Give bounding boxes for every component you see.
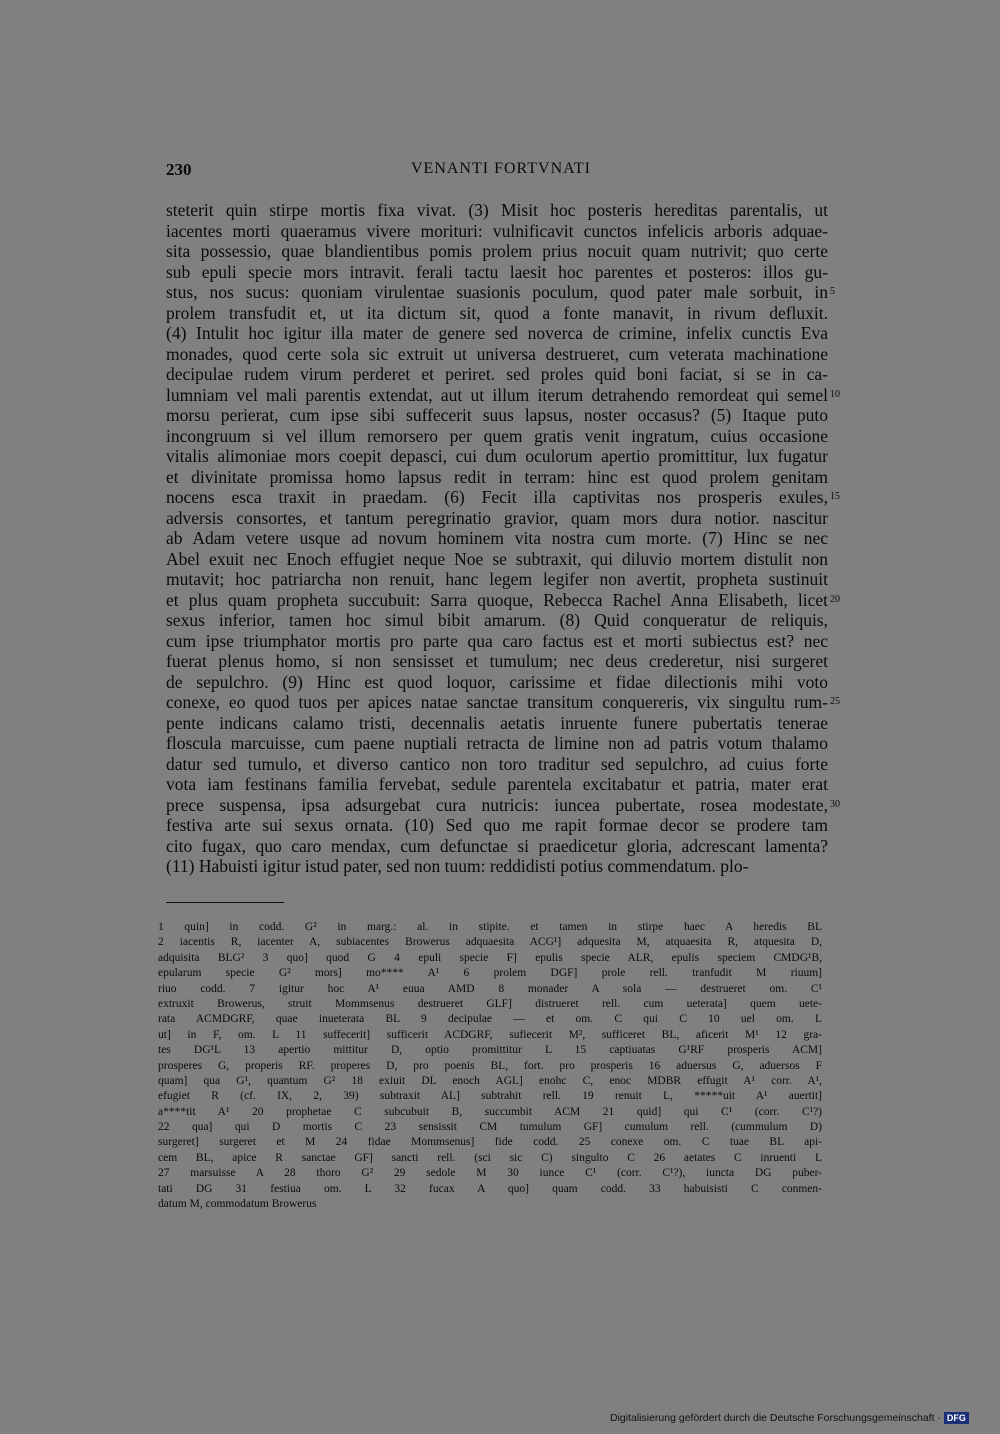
- footnote-line: cem BL, apice R sanctae GF] sancti rell. (sci sic C) singulto C 26 aetates C inruenti L: [158, 1151, 822, 1164]
- footnote-line: adquisita BLG² 3 quo] quod G 4 epuli specie F] epulis specie ALR, epulis speciem CMDG¹B,: [158, 951, 822, 964]
- line-number: 15: [830, 491, 840, 502]
- text-line: cito fugax, quo caro mendax, cum defunctae si praedicetur gloria, adcrescant lamenta?: [166, 835, 828, 856]
- text-line: vitalis alimoniae mors coepit depasci, cui dum oculorum apertio promittitur, lux fugatur: [166, 446, 828, 466]
- text-line: (11) Habuisti igitur istud pater, sed non tuum: reddidisti potius commendatum. plo-: [166, 856, 749, 876]
- text-line: et plus quam propheta succubuit: Sarra quoque, Rebecca Rachel Anna Elisabeth, licet: [166, 589, 828, 610]
- text-line: cum ipse triumphator mortis pro parte qua caro factus est et morti subiectus est? nec: [166, 630, 828, 651]
- text-line: sexus inferior, tamen hoc simul bibit amarum. (8) Quid conqueratur de reliquis,: [166, 610, 828, 630]
- funding-text: Digitalisierung gefördert durch die Deutsche Forschungsgemeinschaft ·: [610, 1412, 941, 1424]
- line-number: 25: [830, 696, 840, 707]
- text-line: incongruum si vel illum remorsero per quem gratis venit ingratum, cuius occasione: [166, 425, 828, 446]
- footnote-line: tati DG 31 festiua om. L 32 fucax A quo] quam codd. 33 habuisisti C conmen-: [158, 1182, 822, 1195]
- text-line: (4) Intulit hoc igitur illa mater de genere sed noverca de crimine, infelix cunctis Eva: [166, 323, 828, 343]
- footnote-line: quam] qua G¹, quantum G² 18 exiuit DL enoch AGL] enohc C, enoc MDBR effugit A¹ corr. A¹,: [158, 1074, 822, 1087]
- text-line: pente indicans calamo tristi, decennalis aetatis inruente funere pubertatis tenerae: [166, 712, 828, 733]
- footnote-line: extruxit Browerus, struit Mommsenus destrueret GLF] distrueret rell. cum ueterata] quem uete-: [158, 997, 822, 1010]
- footnote-line: riuo codd. 7 igitur hoc A¹ euua AMD 8 monader A sola — destrueret om. C¹: [158, 982, 822, 995]
- text-line: lumniam vel mali parentis extendat, aut ut illum iterum detrahendo remordeat qui semel: [166, 384, 828, 405]
- text-line: iacentes morti quaeramus vivere morituri: vulnificavit cunctos infelicis arboris adquae-: [166, 220, 828, 241]
- text-line: de sepulchro. (9) Hinc est quod loquor, carissime et fidae dilectionis mihi voto: [166, 671, 828, 692]
- footnote-line: prosperes G, properis RF. properes D, pro poenis BL, fort. pro prosperis 16 aduersus G, aduersos F: [158, 1059, 822, 1072]
- footnote-line: a****tit A¹ 20 prophetae C subcubuit B, succumbit ACM 21 quid] qui C¹ (corr. C¹?): [158, 1105, 822, 1118]
- line-number: 10: [830, 388, 840, 400]
- footnote-line: tes DG¹L 13 apertio mittitur D, optio promittitur L 15 captiuatas G¹RF prosperis ACM]: [158, 1044, 822, 1057]
- footnote-line: surgeret] surgeret et M 24 fidae Mommsenus] fide codd. 25 conexe om. C tuae BL api-: [158, 1136, 822, 1149]
- line-number: 20: [830, 593, 840, 605]
- text-line: nocens esca traxit in praedam. (6) Fecit illa captivitas nos prosperis exules,: [166, 487, 828, 507]
- text-line: Abel exuit nec Enoch effugiet neque Noe se subtraxit, qui diluvio mortem distulit non: [166, 548, 828, 569]
- text-line: sita possessio, quae blandientibus pomis prolem prius nocuit quam nutrivit; quo certe: [166, 241, 828, 261]
- text-line: sub epuli specie mors intravit. ferali tactu laesit hoc parentes et posteros: illos gu-: [166, 261, 828, 282]
- footnote-line: 27 marsuisse A 28 thoro G² 29 sedole M 30 iunce C¹ (corr. C¹?), iuncta DG puber-: [158, 1167, 822, 1180]
- text-line: stus, nos sucus: quoniam virulentae suasionis poculum, quod pater male sorbuit, in: [166, 282, 828, 302]
- dfg-logo: DFG: [944, 1412, 969, 1424]
- footnote-line: efugiet R (cf. IX, 2, 39) subtraxit AL] subtrahit rell. 19 renuit L, *****uit A¹ auertit]: [158, 1090, 822, 1103]
- running-title: VENANTI FORTVNATI: [410, 160, 592, 177]
- line-number: 30: [830, 798, 840, 810]
- text-line: decipulae rudem virum perderet et periret. sed proles quid boni faciat, si se in ca-: [166, 364, 828, 384]
- text-line: et divinitate promissa homo lapsus redit in terram: hinc est quod prolem genitam: [166, 466, 828, 487]
- footnote-line: 1 quin] in codd. G² in marg.: al. in stipite. et tamen in stirpe haec A heredis BL: [158, 921, 822, 933]
- text-line: mutavit; hoc patriarcha non renuit, hanc legem legifer non avertit, propheta sustinuit: [166, 569, 828, 589]
- text-line: monades, quod certe sola sic extruit ut universa destrueret, cum veterata machinatione: [166, 343, 828, 364]
- text-line: adversis consortes, et tantum peregrinatio gravior, quam mors dura notior. nascitur: [166, 507, 828, 528]
- text-line: datur sed tumulo, et diverso cantico non toro traditur sed sepulchro, ad cuius forte: [166, 753, 828, 774]
- footnote-rule: [166, 902, 284, 903]
- text-line: steterit quin stirpe mortis fixa vivat. (3) Misit hoc posteris hereditas parentalis, ut: [166, 200, 828, 220]
- text-line: ab Adam vetere usque ad novum hominem vita nostra cum morte. (7) Hinc se nec: [166, 528, 828, 548]
- text-line: festiva arte sui sexus ornata. (10) Sed quo me rapit formae decor se prodere tam: [166, 815, 828, 835]
- footnote-line: datum M, commodatum Browerus: [158, 1198, 317, 1211]
- critical-apparatus: [158, 920, 822, 1212]
- dfg-funding-banner[interactable]: [610, 1412, 969, 1424]
- text-line: prece suspensa, ipsa adsurgebat cura nutricis: iuncea pubertate, rosea modestate,: [166, 794, 828, 815]
- footnote-line: epularum specie G² mors] mo**** A¹ 6 prolem DGF] prole rell. tranfudit M riuum]: [158, 967, 822, 980]
- text-line: prolem transfudit et, ut ita dictum sit, quod a fonte manavit, in rivum defluxit.: [166, 302, 828, 323]
- footnote-line: 2 iacentis R, iacenter A, subiacentes Browerus adquaesita ACG¹] adquesita M, atquaesita R, atquesita D,: [158, 936, 822, 949]
- text-line: fuerat plenus homo, si non sensisset et tumulum; nec deus crederetur, nisi surgeret: [166, 651, 828, 671]
- text-line: morsu perierat, cum ipse sibi suffecerit suus lapsus, noster occasus? (5) Itaque puto: [166, 405, 828, 425]
- footnote-line: 22 qua] qui D mortis C 23 sensissit CM tumulum GF] cumulum rell. (cummulum D): [158, 1121, 822, 1134]
- footnote-line: ut] in F, om. L 11 suffecerit] sufficerit ACDGRF, sufiecerit M², sufficeret BL, aficerit M¹ 12 gra-: [158, 1028, 822, 1041]
- line-number: 5: [830, 286, 835, 297]
- page-number: 230: [166, 160, 192, 179]
- main-text: [166, 200, 828, 877]
- text-line: floscula marcuisse, cum paene nuptiali retracta de limine non ad patris votum thalamo: [166, 733, 828, 753]
- text-line: conexe, eo quod tuos per apices natae sanctae transitum conquereris, vix singultu rum-: [166, 692, 828, 712]
- text-line: vota iam festinans familia fervebat, sedule parentela excitabatur et patria, mater erat: [166, 774, 828, 794]
- footnote-line: rata ACMDGRF, quae inueterata BL 9 decipulae — et om. C qui C 10 uel om. L: [158, 1013, 822, 1026]
